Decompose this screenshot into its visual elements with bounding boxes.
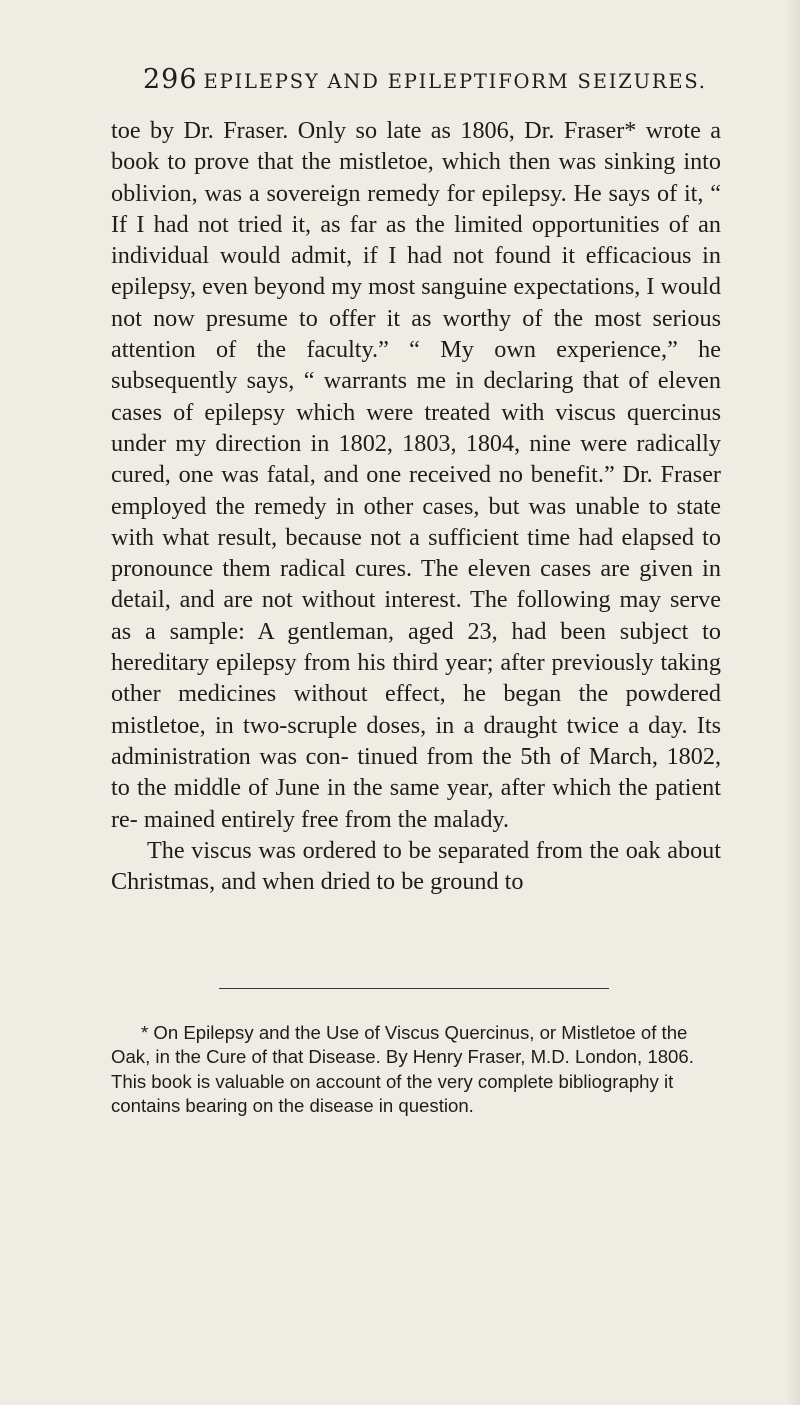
footnote: * On Epilepsy and the Use of Viscus Quercinus, or Mistletoe of the Oak, in the Cure of that Disease. By Henry Fraser, M.D. London, 1806. This book is valuable on account of the very complete bibliography it contains bearing on the disease in question. [111, 1021, 694, 1117]
page-number: 296 [143, 64, 198, 95]
running-head [143, 64, 707, 98]
footnote-divider [219, 988, 609, 989]
page-edge-shadow [786, 0, 800, 1405]
paragraph: toe by Dr. Fraser. Only so late as 1806, Dr. Fraser* wrote a book to prove that the mistletoe, which then was sinking into oblivion, was a sovereign remedy for epilepsy. He says of it, “ If I had not tried it, as far as the limited opportunities of an individual would admit, if I had not found it efficacious in epilepsy, even beyond my most sanguine expectations, I would not now presume to offer it as worthy of the most serious attention of the faculty.” “ My own experience,” he subsequently says, “ warrants me in declaring that of eleven cases of epilepsy which were treated with viscus quercinus under my direction in 1802, 1803, 1804, nine were radically cured, one was fatal, and one received no benefit.” Dr. Fraser employed the remedy in other cases, but was unable to state with what result, because not a sufficient time had elapsed to pronounce them radical cures. The eleven cases are given in detail, and are not without interest. The following may serve as a sample: A gentleman, aged 23, had been subject to hereditary epilepsy from his third year; after previously taking other medicines without effect, he began the powdered mistletoe, in two-scruple doses, in a draught twice a day. Its administration was con- tinued from the 5th of March, 1802, to the middle of June in the same year, after which the patient re- mained entirely free from the malady. [111, 117, 721, 833]
running-title: EPILEPSY AND EPILEPTIFORM SEIZURES. [203, 70, 707, 93]
paragraph: The viscus was ordered to be separated from the oak about Christmas, and when dried to be ground to [111, 836, 721, 896]
body-text [111, 115, 721, 897]
